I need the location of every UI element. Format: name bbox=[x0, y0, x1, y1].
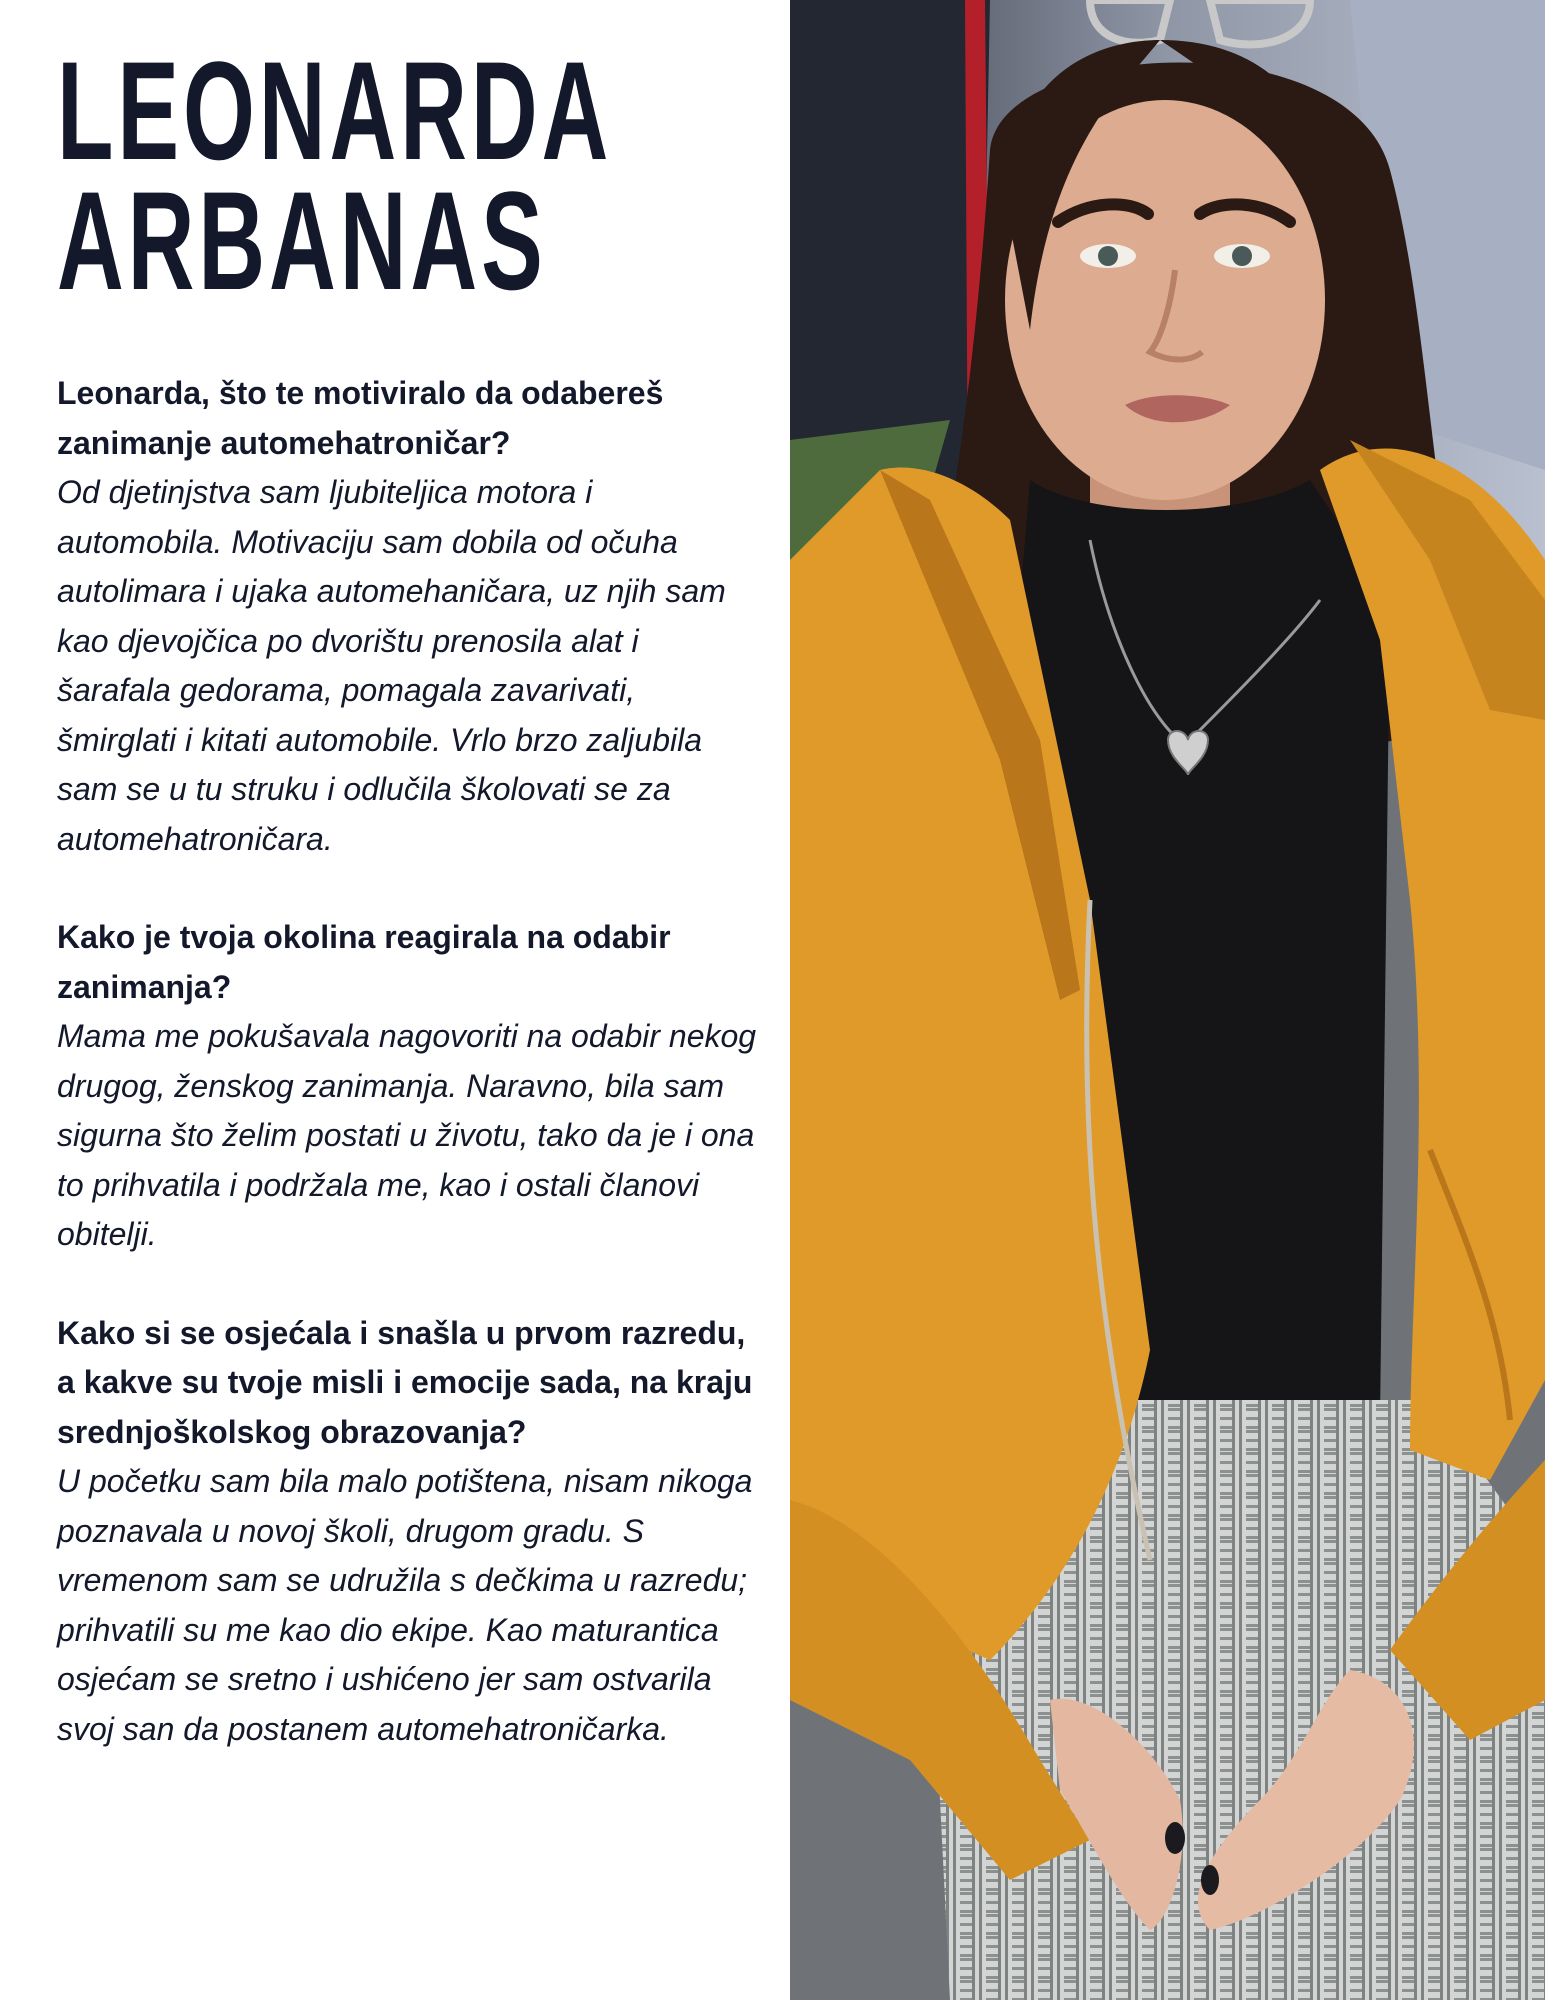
interview-question: Kako si se osjećala i snašla u prvom razredu, a kakve su tvoje misli i emocije sada, na kraju srednjoškolskog obrazovanja? bbox=[57, 1314, 753, 1450]
title-last-name: ARBANAS bbox=[57, 162, 547, 319]
interview-answer: Mama me pokušavala nagovoriti na odabir nekog drugog, ženskog zanimanja. Naravno, bila sam sigurna što želim postati u životu, tako da je i ona to prihvatila i podržala me, kao i ostali članovi obitelji. bbox=[57, 1018, 757, 1252]
interview-answer: U početku sam bila malo potištena, nisam nikoga poznavala u novoj školi, drugom gradu. S vremenom sam se udružila s dečkima u razredu; prihvatili su me kao dio ekipe. Kao maturantica osjećam se sretno i ushićeno jer sam ostvarila svoj san da postanem automehatroničarka. bbox=[57, 1463, 753, 1747]
interview-question: Kako je tvoja okolina reagirala na odabir zanimanja? bbox=[57, 919, 671, 1005]
interview-question: Leonarda, što te motiviralo da odabereš zanimanje automehatroničar? bbox=[57, 375, 664, 461]
interview-answer: Od djetinjstva sam ljubiteljica motora i automobila. Motivaciju sam dobila od očuha autolimara i ujaka automehaničara, uz njih sam kao djevojčica po dvorištu prenosila alat i šarafala gedorama, pomagala zavarivati, šmirglati i kitati automobile. Vrlo brzo zaljubila sam se u tu struku i odlučila školovati se za automehatroničara. bbox=[57, 474, 726, 857]
interview-item bbox=[57, 913, 757, 1260]
interview bbox=[57, 369, 757, 1803]
interview-item bbox=[57, 369, 757, 864]
nail-polish bbox=[1201, 1865, 1219, 1895]
page-title bbox=[57, 32, 613, 319]
title-first-name: LEONARDA bbox=[57, 32, 613, 189]
iris-left bbox=[1098, 246, 1118, 266]
nail-polish bbox=[1165, 1822, 1185, 1854]
interview-item bbox=[57, 1309, 757, 1755]
text-column bbox=[57, 32, 757, 1747]
portrait-illustration bbox=[790, 0, 1545, 2000]
iris-right bbox=[1232, 246, 1252, 266]
portrait-photo bbox=[790, 0, 1545, 2000]
